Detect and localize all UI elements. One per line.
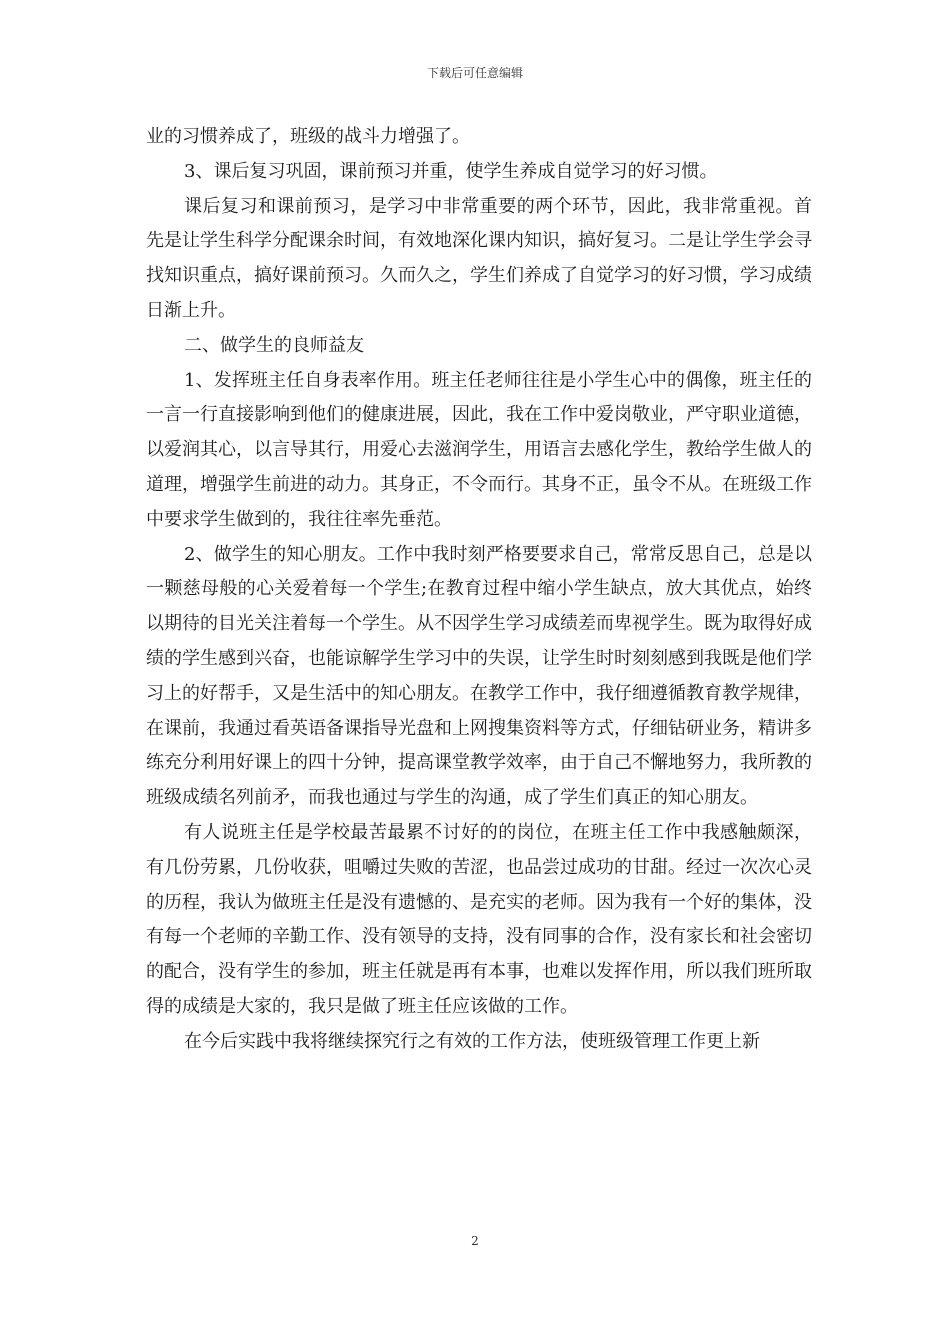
paragraph-2: 3、课后复习巩固，课前预习并重，使学生养成自觉学习的好习惯。: [184, 160, 718, 182]
paragraph-5: 2、做学生的知心朋友。工作中我时刻严格要要求自己，常常反思自己，总是以一颗慈母般的心关爱着每一个学生;在教育过程中缩小学生缺点，放大其优点，始终以期待的目光关注着每一个学生。从不因学生学习成绩差而卑视学生。既为取得好成绩的学生感到兴奋，也能谅解学生学习中的失误，让学生时时刻刻感到我既是他们学习上的好帮手，又是生活中的知心朋友。在教学工作中，我仔细遵循教育教学规律，在课前，我通过看英语备课指导光盘和上网搜集资料等方式，仔细钻研业务，精讲多练充分利用好课上的四十分钟，提高课堂教学效率，由于自己不懈地努力，我所教的班级成绩名列前矛，而我也通过与学生的沟通，成了学生们真正的知心朋友。: [146, 543, 812, 809]
page-number: 2: [471, 1234, 479, 1248]
page-header: 下载后可任意编辑: [426, 66, 523, 80]
paragraph-6: 有人说班主任是学校最苦最累不讨好的的岗位，在班主任工作中我感触颇深，有几份劳累，几份收获，咀嚼过失败的苦涩，也品尝过成功的甘甜。经过一次次心灵的历程，我认为做班主任是没有遗憾的、是充实的老师。因为我有一个好的集体，没有每一个老师的辛勤工作、没有领导的支持，没有同事的合作，没有家长和社会密切的配合，没有学生的参加，班主任就是再有本事，也难以发挥作用，所以我们班所取得的成绩是大家的，我只是做了班主任应该做的工作。: [146, 821, 812, 1017]
section-heading: 二、做学生的良师益友: [184, 334, 364, 356]
paragraph-3: 课后复习和课前预习，是学习中非常重要的两个环节，因此，我非常重视。首先是让学生科学分配课余时间，有效地深化课内知识，搞好复习。二是让学生学会寻找知识重点，搞好课前预习。久而久之，学生们养成了自觉学习的好习惯，学习成绩日渐上升。: [146, 195, 812, 321]
paragraph-4: 1、发挥班主任自身表率作用。班主任老师往往是小学生心中的偶像，班主任的一言一行直接影响到他们的健康进展，因此，我在工作中爱岗敬业，严守职业道德，以爱润其心，以言导其行，用爱心去滋润学生，用语言去感化学生，教给学生做人的道理，增强学生前进的动力。其身正，不令而行。其身不正，虽令不从。在班级工作中要求学生做到的，我往往率先垂范。: [146, 369, 812, 530]
paragraph-7: 在今后实践中我将继续探究行之有效的工作方法，使班级管理工作更上新: [184, 1030, 760, 1052]
document-body: [146, 120, 812, 1060]
paragraph-1: 业的习惯养成了，班级的战斗力增强了。: [146, 126, 470, 147]
